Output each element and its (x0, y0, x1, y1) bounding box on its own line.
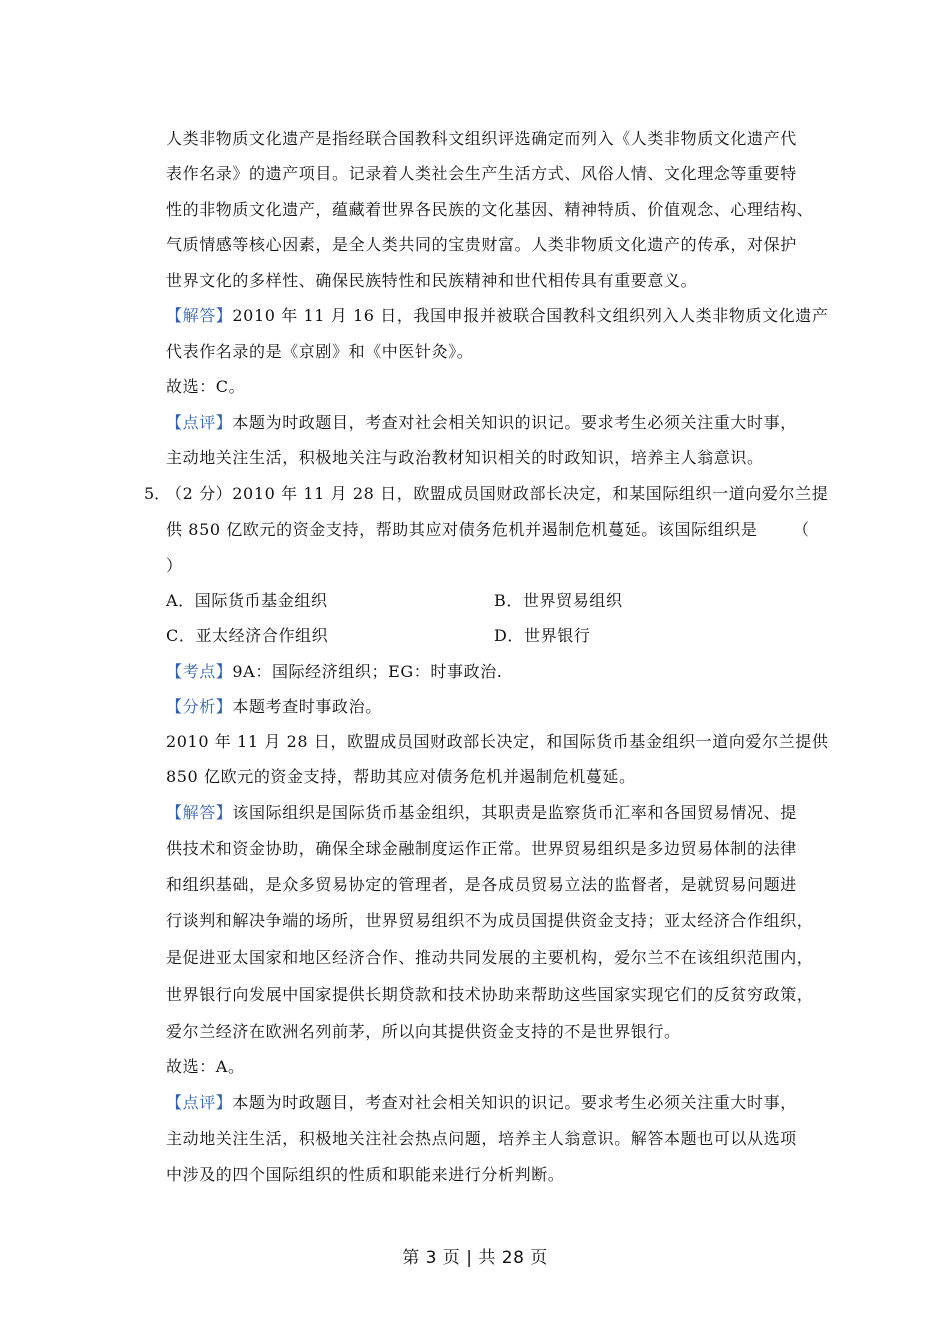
answer-choice: 故选：C。 (166, 377, 246, 396)
comment-tag: 【点评】 (166, 413, 233, 432)
paragraph-line: 是促进亚太国家和地区经济合作、推动共同发展的主要机构，爱尔兰不在该组织范围内， (166, 948, 814, 967)
paragraph-line: 中涉及的四个国际组织的性质和职能来进行分析判断。 (166, 1165, 565, 1184)
answer-section (166, 803, 797, 823)
paragraph-line: 850 亿欧元的资金支持，帮助其应对债务危机并遏制危机蔓延。 (166, 767, 636, 786)
comment-section (166, 413, 797, 433)
kaodian-tag: 【考点】 (166, 662, 233, 681)
option-b: B．世界贸易组织 (494, 591, 623, 610)
kaodian-text: 9A：国际经济组织；EG：时事政治. (232, 662, 503, 681)
answer-paren-close: ） (166, 556, 183, 575)
answer-choice: 故选：A。 (166, 1057, 245, 1076)
question-stem-line: （2 分）2010 年 11 月 28 日，欧盟成员国财政部长决定，和某国际组织一道向爱尔兰提 (166, 484, 829, 503)
option-d: D．世界银行 (494, 626, 591, 645)
paragraph-line: 供技术和资金协助，确保全球金融制度运作正常。世界贸易组织是多边贸易体制的法律 (166, 839, 797, 858)
paragraph-line: 气质情感等核心因素，是全人类共同的宝贵财富。人类非物质文化遗产的传承，对保护 (166, 235, 797, 254)
answer-paren-open: （ (793, 520, 810, 539)
question-stem-line: 供 850 亿欧元的资金支持，帮助其应对债务危机并遏制危机蔓延。该国际组织是 (166, 520, 758, 539)
analysis-tag: 【分析】 (166, 697, 233, 716)
answer-section (166, 306, 828, 326)
page-footer: 第 3 页 | 共 28 页 (402, 1248, 548, 1268)
paragraph-line: 世界银行向发展中国家提供长期贷款和技术协助来帮助这些国家实现它们的反贫穷政策， (166, 985, 814, 1004)
analysis-section (166, 697, 382, 717)
question-number: 5． (144, 484, 171, 503)
paragraph-line: 代表作名录的是《京剧》和《中医针灸》。 (166, 342, 474, 361)
comment-text: 本题为时政题目，考查对社会相关知识的识记。要求考生必须关注重大时事， (232, 1093, 797, 1112)
paragraph-line: 人类非物质文化遗产是指经联合国教科文组织评选确定而列入《人类非物质文化遗产代 (166, 129, 797, 148)
analysis-text: 本题考查时事政治。 (232, 697, 382, 716)
paragraph-line: 主动地关注生活，积极地关注社会热点问题，培养主人翁意识。解答本题也可以从选项 (166, 1129, 797, 1148)
paragraph-line: 行谈判和解决争端的场所，世界贸易组织不为成员国提供资金支持；亚太经济合作组织， (166, 911, 814, 930)
answer-text: 2010 年 11 月 16 日，我国申报并被联合国教科文组织列入人类非物质文化遗产 (232, 306, 829, 325)
comment-text: 本题为时政题目，考查对社会相关知识的识记。要求考生必须关注重大时事， (232, 413, 797, 432)
kaodian-section (166, 662, 503, 682)
paragraph-line: 主动地关注生活，积极地关注与政治教材知识相关的时政知识，培养主人翁意识。 (166, 448, 764, 467)
paragraph-line: 世界文化的多样性、确保民族特性和民族精神和世代相传具有重要意义。 (166, 271, 698, 290)
paragraph-line: 2010 年 11 月 28 日，欧盟成员国财政部长决定，和国际货币基金组织一道向爱尔兰提供 (166, 732, 829, 751)
paragraph-line: 爱尔兰经济在欧洲名列前茅，所以向其提供资金支持的不是世界银行。 (166, 1022, 681, 1041)
answer-tag: 【解答】 (166, 306, 233, 325)
comment-section (166, 1093, 797, 1113)
answer-text: 该国际组织是国际货币基金组织，其职责是监察货币汇率和各国贸易情况、提 (232, 803, 797, 822)
option-c: C．亚太经济合作组织 (166, 626, 329, 645)
paragraph-line: 表作名录》的遗产项目。记录着人类社会生产生活方式、风俗人情、文化理念等重要特 (166, 164, 797, 183)
paragraph-line: 性的非物质文化遗产，蕴藏着世界各民族的文化基因、精神特质、价值观念、心理结构、 (166, 200, 814, 219)
option-a: A．国际货币基金组织 (166, 591, 328, 610)
comment-tag: 【点评】 (166, 1093, 233, 1112)
answer-tag: 【解答】 (166, 803, 233, 822)
paragraph-line: 和组织基础，是众多贸易协定的管理者，是各成员贸易立法的监督者，是就贸易问题进 (166, 875, 797, 894)
